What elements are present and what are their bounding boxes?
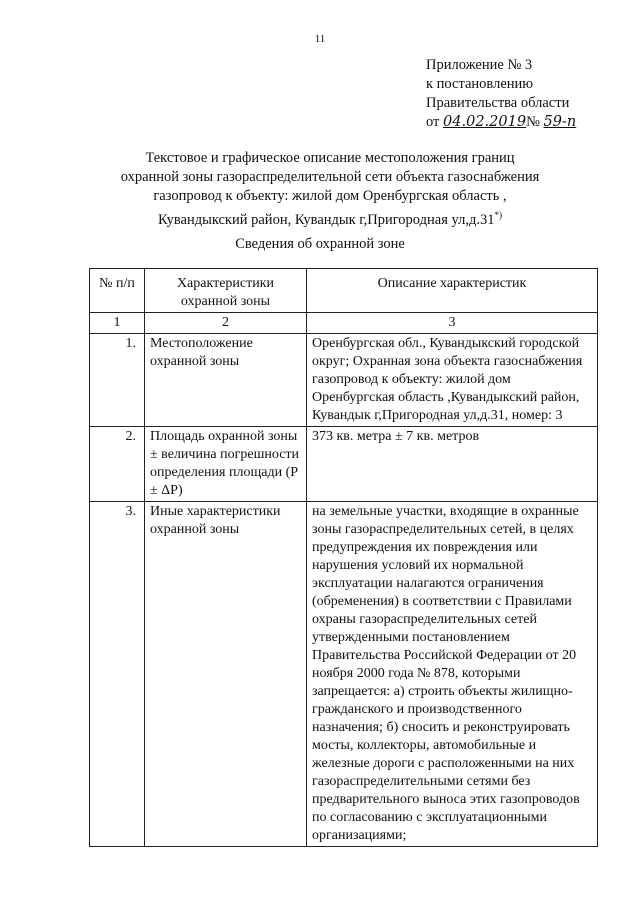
header-characteristics: Характеристики охранной зоны: [145, 269, 307, 313]
col-number-3: 3: [307, 313, 598, 334]
number-label: №: [526, 114, 540, 130]
footnote-mark: *): [494, 210, 502, 220]
document-title: [80, 149, 580, 230]
row-description: 373 кв. метра ± 7 кв. метров: [307, 427, 598, 502]
table-row: [90, 427, 598, 502]
from-label: от: [426, 114, 440, 130]
col-number-2: 2: [145, 313, 307, 334]
appendix-line-2: к постановлению: [426, 76, 534, 92]
header-num: № п/п: [90, 269, 145, 313]
row-characteristic: Местоположение охранной зоны: [145, 334, 307, 427]
row-description: на земельные участки, входящие в охранные зоны газораспределительных сетей, в целях предупреждения их повреждения или нарушения условий их нормальной эксплуатации налагаются ограничения (обременения) в соответствии с Правилами охраны газораспределительных сетей утвержденными постановлением Правительства Российской Федерации от 20 ноября 2000 года № 878, которыми запрещается: а) строить объекты жилищно-гражданского и производственного назначения; б) сносить и реконструировать мосты, коллекторы, автомобильные и железные дороги с расположенными на них газораспределительными сетями без предварительного выноса этих газопроводов по согласованию с эксплуатационными организациями;: [307, 502, 598, 847]
title-line-2: охранной зоны газораспределительной сети объекта газоснабжения: [120, 169, 540, 185]
appendix-line-1: Приложение № 3: [426, 57, 533, 73]
section-subtitle: Сведения об охранной зоне: [235, 236, 405, 252]
appendix-date-line: [426, 113, 576, 132]
header-description: Описание характеристик: [307, 269, 598, 313]
row-number: 2.: [90, 427, 145, 502]
appendix-block: [426, 56, 576, 132]
page-number: 11: [314, 33, 326, 45]
appendix-line-3: Правительства области: [426, 95, 570, 111]
title-line-4: [80, 206, 580, 230]
title-line-3: газопровод к объекту: жилой дом Оренбургская область ,: [153, 188, 507, 204]
row-number: 3.: [90, 502, 145, 847]
row-number: 1.: [90, 334, 145, 427]
handwritten-date: 04.02.2019: [443, 114, 527, 130]
row-characteristic: Площадь охранной зоны ± величина погрешности определения площади (P ± ΔP): [145, 427, 307, 502]
col-number-1: 1: [90, 313, 145, 334]
handwritten-number: 59-п: [543, 114, 577, 130]
title-line-4-text: Кувандыкский район, Кувандык г,Пригородная ул,д.31: [158, 211, 495, 228]
table-row: [90, 334, 598, 427]
table-header-row: [90, 269, 598, 313]
zone-info-table: [89, 268, 598, 847]
title-line-1: Текстовое и графическое описание местоположения границ: [145, 150, 515, 166]
row-characteristic: Иные характеристики охранной зоны: [145, 502, 307, 847]
table-row: [90, 502, 598, 847]
column-number-row: [90, 313, 598, 334]
row-description: Оренбургская обл., Кувандыкский городской округ; Охранная зона объекта газоснабжения газопровод к объекту: жилой дом Оренбургская область ,Кувандыкский район, Кувандык г,Пригородная ул,д.31, номер: 3: [307, 334, 598, 427]
